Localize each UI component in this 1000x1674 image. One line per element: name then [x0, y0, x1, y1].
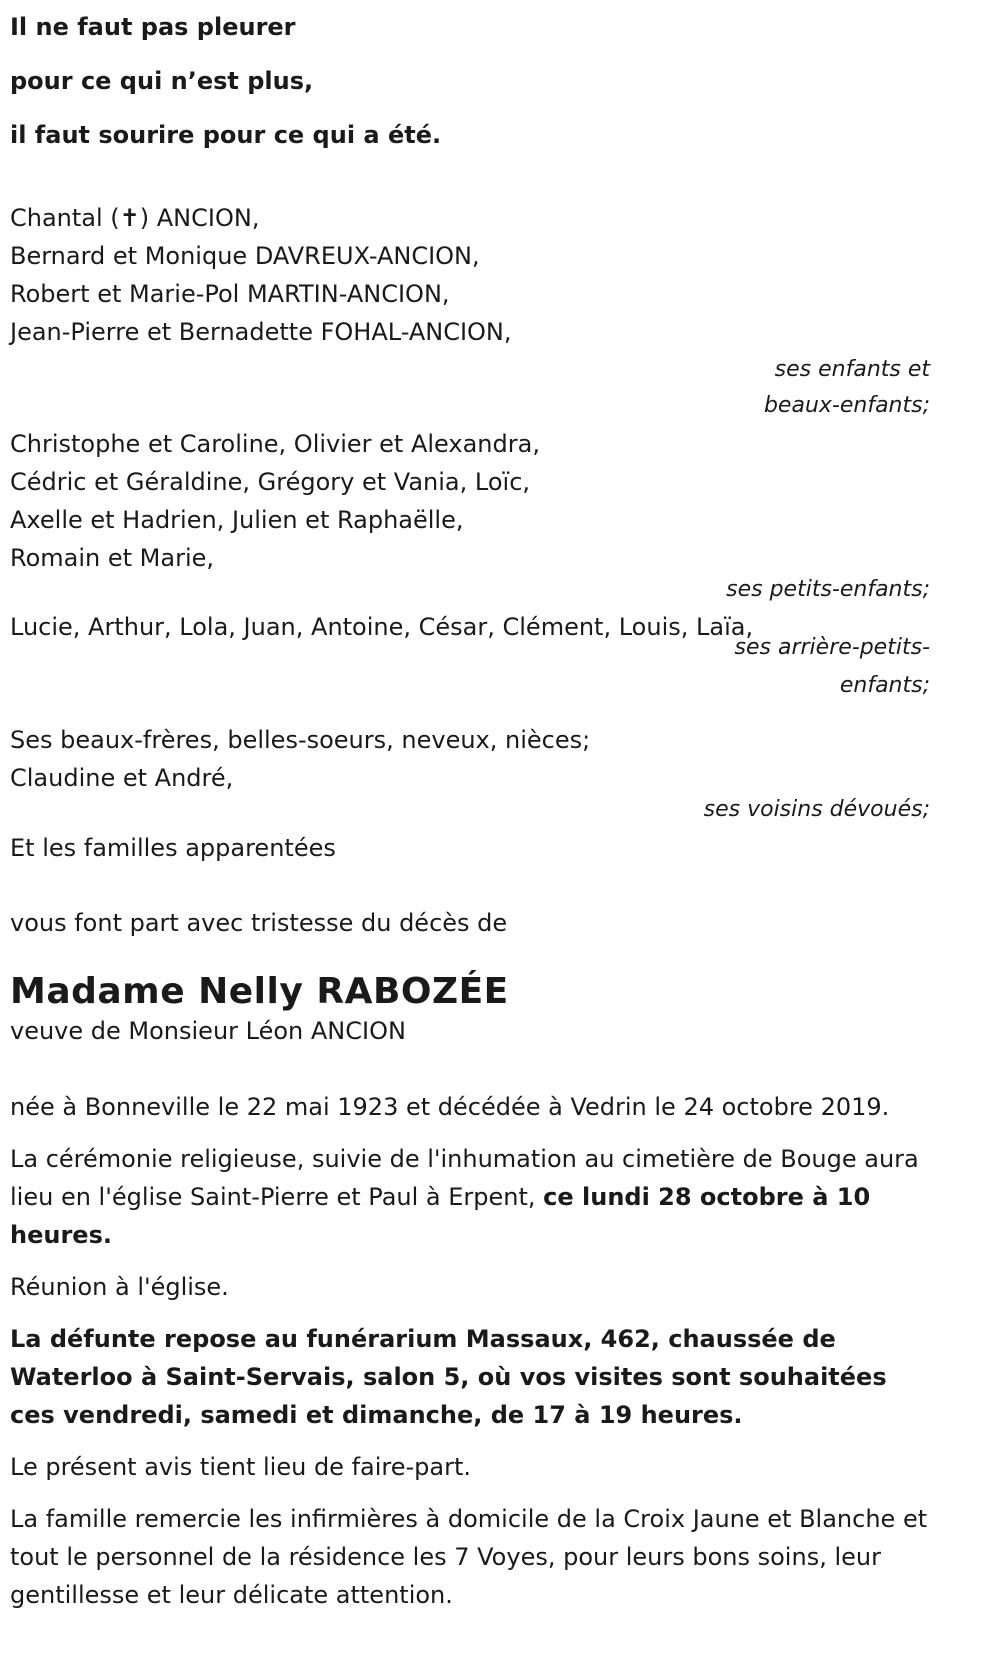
- epigraph-line: il faut sourire pour ce qui a été.: [10, 121, 442, 149]
- role-label: ses voisins dévoués;: [703, 797, 930, 822]
- announce-line: vous font part avec tristesse du décès de: [10, 909, 508, 937]
- families-line: Et les familles apparentées: [10, 834, 336, 862]
- family-line: Claudine et André,: [10, 764, 234, 792]
- family-line: Bernard et Monique DAVREUX-ANCION,: [10, 242, 480, 270]
- ceremony-date: ce lundi 28 octobre à 10 heures.: [10, 1183, 871, 1249]
- role-label: ses arrière-petits-: [734, 635, 930, 660]
- widow-of-line: veuve de Monsieur Léon ANCION: [10, 1017, 406, 1045]
- role-label: ses petits-enfants;: [726, 577, 930, 602]
- family-line: Cédric et Géraldine, Grégory et Vania, Loïc,: [10, 468, 531, 496]
- family-line: Chantal (✝) ANCION,: [10, 204, 260, 232]
- grandchildren-group: [10, 425, 930, 607]
- thanks-paragraph: La famille remercie les infirmières à domicile de la Croix Jaune et Blanche et tout le personnel de la résidence les 7 Voyes, pour leurs bons soins, leur gentillesse et leur délicate attention.: [10, 1505, 928, 1609]
- epigraph-line: Il ne faut pas pleurer: [10, 13, 296, 41]
- ceremony-paragraph: [10, 1140, 930, 1254]
- family-line: Axelle et Hadrien, Julien et Raphaëlle,: [10, 506, 464, 534]
- epigraph: [10, 0, 930, 162]
- deceased-name: Madame Nelly RABOZÉE: [10, 971, 509, 1012]
- ceremony-text: La cérémonie religieuse, suivie de l'inhumation au cimetière de Bouge aura lieu en l'église Saint-Pierre et Paul à Erpent,: [10, 1145, 919, 1211]
- birth-death-line: née à Bonneville le 22 mai 1923 et décédée à Vedrin le 24 octobre 2019.: [10, 1093, 890, 1121]
- epigraph-line: pour ce qui n’est plus,: [10, 67, 314, 95]
- family-line: Lucie, Arthur, Lola, Juan, Antoine, César, Clément, Louis, Laïa,: [10, 613, 754, 641]
- role-label: ses enfants et: [774, 357, 930, 382]
- others-group: [10, 721, 930, 827]
- funerarium-paragraph: La défunte repose au funérarium Massaux, 462, chaussée de Waterloo à Saint-Servais, salon 5, où vos visites sont souhaitées ces vendredi, samedi et dimanche, de 17 à 19 heures.: [10, 1325, 887, 1429]
- family-line: Robert et Marie-Pol MARTIN-ANCION,: [10, 280, 450, 308]
- great-grandchildren-group: [10, 607, 930, 705]
- role-label: beaux-enfants;: [763, 393, 930, 418]
- role-label: enfants;: [839, 673, 930, 698]
- notice-line: Le présent avis tient lieu de faire-part.: [10, 1453, 472, 1481]
- family-line: Ses beaux-frères, belles-soeurs, neveux, nièces;: [10, 726, 591, 754]
- family-line: Romain et Marie,: [10, 544, 215, 572]
- children-group: [10, 199, 930, 425]
- reunion-line: Réunion à l'église.: [10, 1273, 229, 1301]
- obituary-page: [10, 0, 930, 1614]
- family-line: Christophe et Caroline, Olivier et Alexandra,: [10, 430, 540, 458]
- family-line: Jean-Pierre et Bernadette FOHAL-ANCION,: [10, 318, 512, 346]
